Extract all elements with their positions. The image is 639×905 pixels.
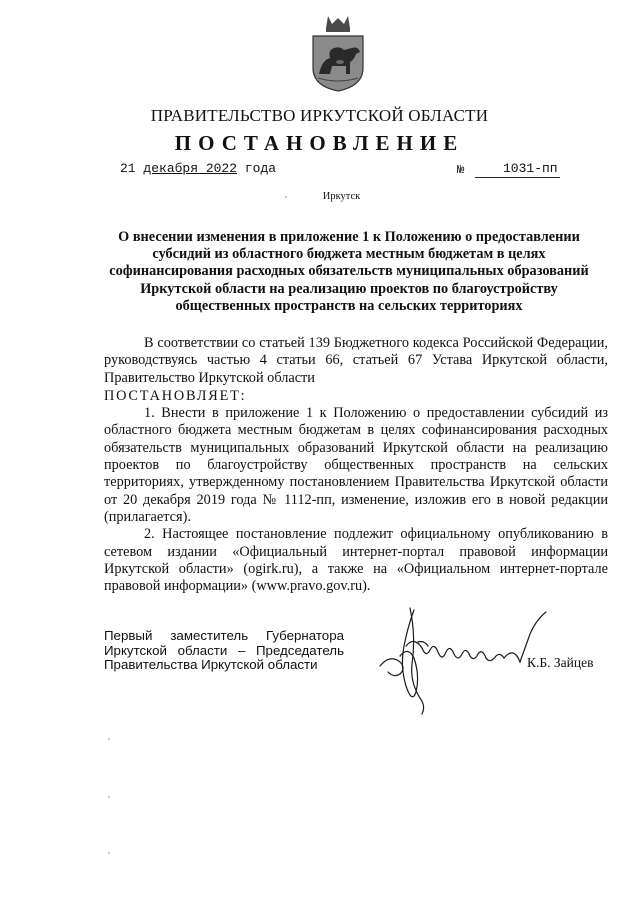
signer-name: К.Б. Зайцев xyxy=(527,655,594,670)
document-city: Иркутск xyxy=(322,191,361,202)
date-month-year: декабря 2022 xyxy=(143,161,238,176)
coat-of-arms-icon xyxy=(310,14,366,92)
document-heading: О внесении изменения в приложение 1 к Положению о предоставлении субсидий из областного бюджета местным бюджетам в целях софинансирования расходных обязательств муниципальных образований Иркутской области на реализацию проектов по благоустройству общественных пространств на сельских территориях xyxy=(109,229,589,314)
signer-title-line-2: Иркутской области – Председатель xyxy=(104,642,344,658)
scan-artifact xyxy=(108,796,110,798)
document-meta-row xyxy=(120,161,565,181)
signer-title-line-3: Правительства Иркутской области xyxy=(104,657,318,673)
scan-artifact xyxy=(108,738,110,740)
date-suffix: года xyxy=(244,161,277,176)
decree-word: ПОСТАНОВЛЯЕТ: xyxy=(104,387,247,404)
signer-title xyxy=(104,629,344,673)
document-type: ПОСТАНОВЛЕНИЕ xyxy=(174,131,465,155)
document-date xyxy=(120,161,276,176)
date-day: 21 xyxy=(120,161,136,176)
document-number: 1031-пп xyxy=(503,161,558,176)
scan-artifact xyxy=(285,196,287,198)
document-body xyxy=(104,335,608,595)
organization-title: ПРАВИТЕЛЬСТВО ИРКУТСКОЙ ОБЛАСТИ xyxy=(150,106,489,125)
intro-paragraph: В соответствии со статьей 139 Бюджетного кодекса Российской Федерации, руководствуясь частью 4 статьи 66, статьей 67 Устава Иркутской области, Правительство Иркутской области xyxy=(104,335,608,386)
number-underline xyxy=(475,177,560,178)
signer-title-line-1: Первый заместитель Губернатора xyxy=(104,628,344,643)
item-2-paragraph: 2. Настоящее постановление подлежит официальному опубликованию в сетевом издании «Официальный интернет-портал правовой информации Иркутской области» (ogirk.ru), а также на «Официальном интернет-портале правовой информации» (www.pravo.gov.ru). xyxy=(104,526,608,595)
scan-artifact xyxy=(108,852,110,854)
number-label: № xyxy=(457,163,465,177)
item-1-paragraph: 1. Внести в приложение 1 к Положению о предоставлении субсидий из областного бюджета местным бюджетам в целях софинансирования расходных обязательств муниципальных образований Иркутской области на реализацию проектов по благоустройству общественных пространств на сельских территориях, утвержденному постановлением Правительства Иркутской области от 20 декабря 2019 года № 1112-пп, изменение, изложив его в новой редакции (прилагается). xyxy=(104,405,608,525)
